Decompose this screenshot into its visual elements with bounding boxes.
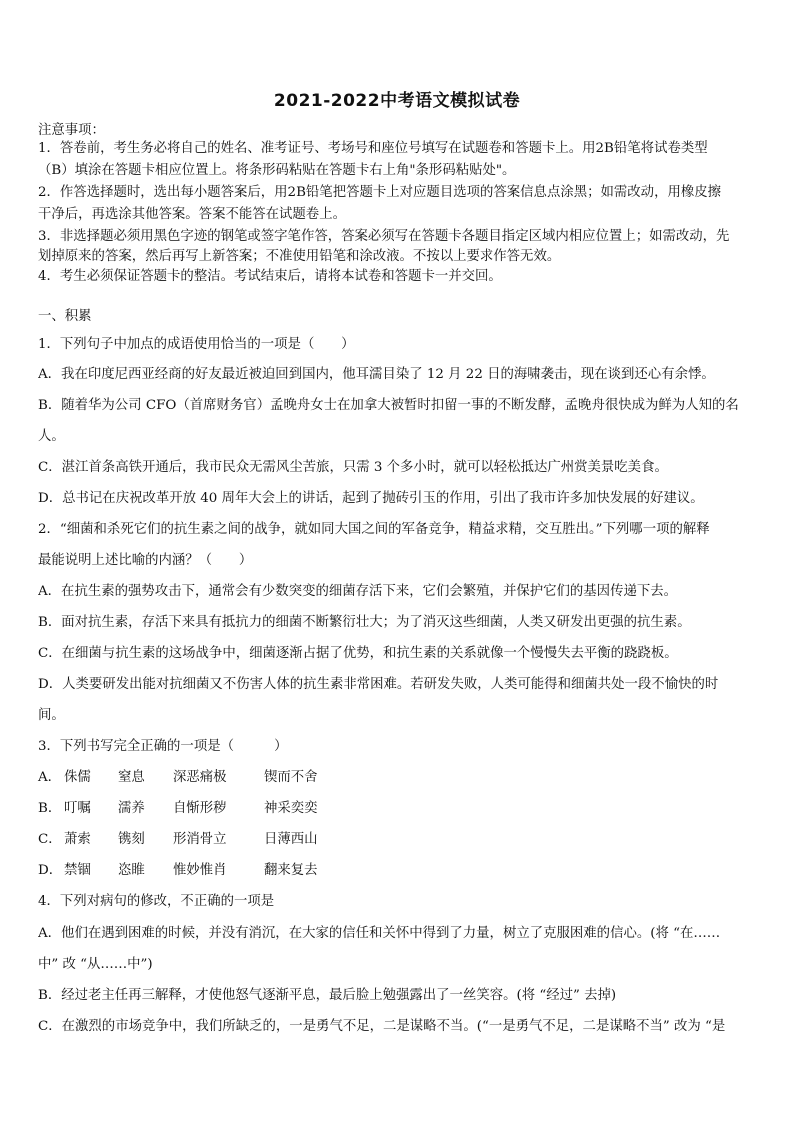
question-1-option-b-cont: 人。 — [38, 429, 65, 444]
notice-line: 干净后，再选涂其他答案。答案不能答在试题卷上。 — [38, 207, 346, 222]
question-4-option-c: C．在激烈的市场竞争中，我们所缺乏的，一是勇气不足，二是谋略不当。(“一是勇气不足，二是谋略不当” 改为 “是 — [38, 1019, 726, 1034]
option-word: 自惭形秽 — [173, 801, 227, 816]
question-2-stem: 2．“细菌和杀死它们的抗生素之间的战争，就如同大国之间的军备竞争，精益求精，交互胜出。”下列哪一项的解释 — [38, 522, 710, 537]
option-word: 濡养 — [118, 801, 145, 816]
option-word: 深恶痛极 — [173, 770, 227, 785]
option-word: 恣睢 — [118, 863, 145, 878]
question-1-option-c: C．湛江首条高铁开通后，我市民众无需风尘苦旅，只需 3 个多小时，就可以轻松抵达广州赏美景吃美食。 — [38, 460, 668, 475]
option-label: B． — [38, 801, 62, 816]
question-2-option-b: B．面对抗生素，存活下来具有抵抗力的细菌不断繁衍壮大；为了消灭这些细菌，人类又研发出更强的抗生素。 — [38, 615, 691, 630]
notice-line: （B）填涂在答题卡相应位置上。将条形码粘贴在答题卡右上角"条形码粘贴处"。 — [38, 163, 516, 178]
question-4-option-a-cont: 中” 改 “从……中”) — [38, 957, 153, 972]
notice-line: 划掉原来的答案，然后再写上新答案；不准使用铅笔和涂改液。不按以上要求作答无效。 — [38, 249, 561, 264]
question-2-option-c: C．在细菌与抗生素的这场战争中，细菌逐渐占据了优势，和抗生素的关系就像一个慢慢失去平衡的跷跷板。 — [38, 646, 678, 661]
question-4-option-b: B．经过老主任再三解释，才使他怒气逐渐平息，最后脸上勉强露出了一丝笑容。(将 “经过” 去掉) — [38, 988, 617, 1003]
option-word: 萧索 — [64, 832, 91, 847]
option-label: D． — [38, 863, 63, 878]
question-2-option-d: D．人类要研发出能对抗细菌又不伤害人体的抗生素非常困难。若研发失败，人类可能得和细菌共处一段不愉快的时 — [38, 677, 719, 692]
option-word: 叮嘱 — [64, 801, 91, 816]
section-heading: 一、积累 — [38, 309, 92, 324]
option-word: 日薄西山 — [264, 832, 318, 847]
option-word: 神采奕奕 — [264, 801, 318, 816]
question-1-option-d: D．总书记在庆祝改革开放 40 周年大会上的讲话，起到了抛砖引玉的作用，引出了我市许多加快发展的好建议。 — [38, 491, 704, 506]
question-1-stem: 1．下列句子中加点的成语使用恰当的一项是（ ） — [38, 337, 355, 352]
page-title: 2021-2022中考语文模拟试卷 — [273, 91, 521, 111]
notice-line: 4．考生必须保证答题卡的整洁。考试结束后，请将本试卷和答题卡一并交回。 — [38, 269, 502, 284]
option-word: 翻来复去 — [264, 863, 318, 878]
notice-line: 3．非选择题必须用黑色字迹的钢笔或签字笔作答，答案必须写在答题卡各题目指定区域内相应位置上；如需改动，先 — [38, 229, 730, 244]
notice-line: 1．答卷前，考生务必将自己的姓名、准考证号、考场号和座位号填写在试题卷和答题卡上。用2B铅笔将试卷类型 — [38, 141, 708, 156]
question-2-stem-cont: 最能说明上述比喻的内涵？（ ） — [38, 553, 253, 568]
option-word: 窒息 — [118, 770, 145, 785]
question-2-option-d-cont: 间。 — [38, 708, 65, 723]
option-label: C． — [38, 832, 62, 847]
question-1-option-a: A．我在印度尼西亚经商的好友最近被迫回到国内，他耳濡目染了 12 月 22 日的海啸袭击，现在谈到还心有余悸。 — [38, 367, 715, 382]
question-2-option-a: A．在抗生素的强势攻击下，通常会有少数突变的细菌存活下来，它们会繁殖，并保护它们的基因传递下去。 — [38, 584, 678, 599]
option-label: A． — [38, 770, 62, 785]
question-3-stem: 3．下列书写完全正确的一项是（ ） — [38, 739, 288, 754]
option-word: 禁锢 — [64, 863, 91, 878]
option-word: 镌刻 — [118, 832, 145, 847]
notice-line: 2．作答选择题时，选出每小题答案后，用2B铅笔把答题卡上对应题目选项的答案信息点涂黑；如需改动，用橡皮擦 — [38, 185, 722, 200]
question-4-stem: 4．下列对病句的修改，不正确的一项是 — [38, 894, 275, 909]
option-word: 锲而不舍 — [264, 770, 318, 785]
question-1-option-b: B．随着华为公司 CFO（首席财务官）孟晚舟女士在加拿大被暂时扣留一事的不断发酵，孟晚舟很快成为鲜为人知的名 — [38, 398, 739, 413]
question-4-option-a: A．他们在遇到困难的时候，并没有消沉，在大家的信任和关怀中得到了力量，树立了克服困难的信心。(将 “在…… — [38, 926, 721, 941]
option-word: 形消骨立 — [173, 832, 227, 847]
notice-heading: 注意事项： — [38, 123, 105, 138]
option-word: 惟妙惟肖 — [173, 863, 227, 878]
option-word: 侏儒 — [64, 770, 91, 785]
